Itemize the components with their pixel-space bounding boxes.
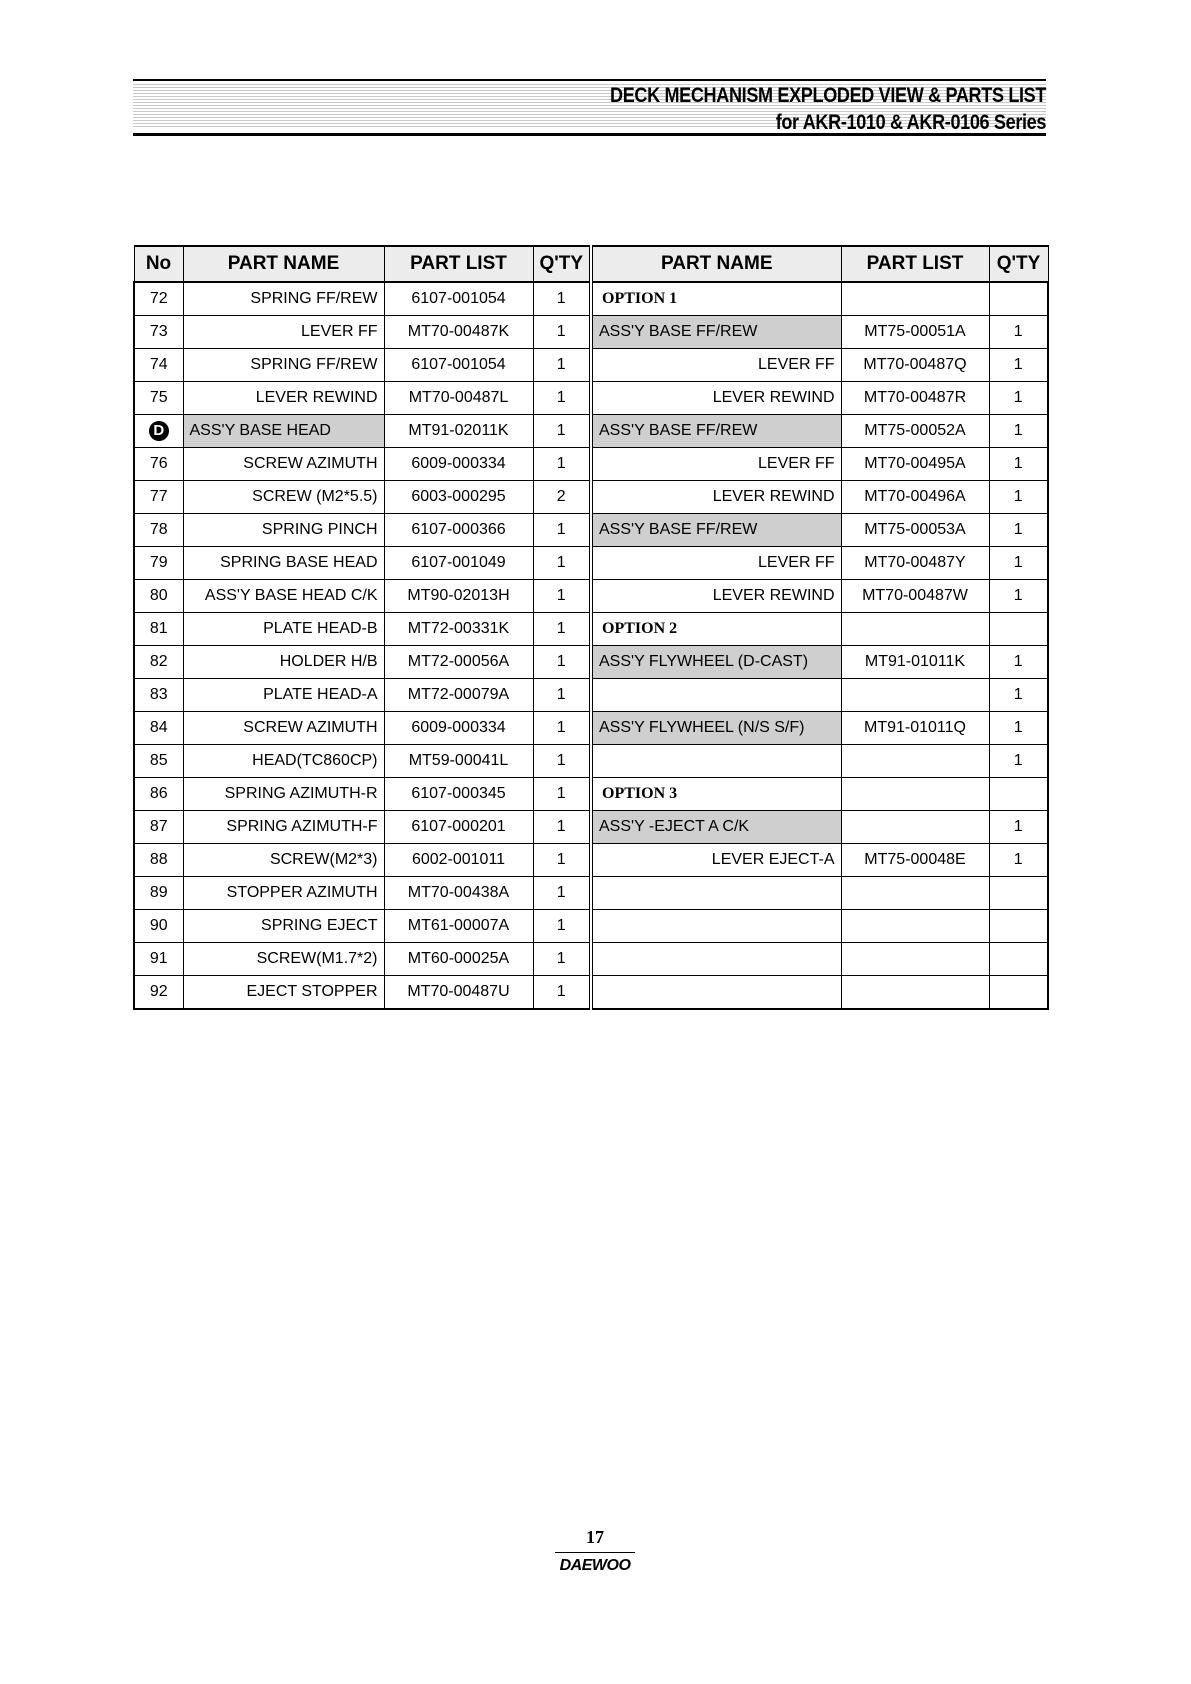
assembly-marker-icon: D	[149, 421, 169, 441]
cell-qty: 1	[533, 646, 591, 679]
cell-part-name-right: ASS'Y BASE FF/REW	[591, 514, 841, 547]
page-number: 17	[586, 1527, 604, 1547]
cell-part-name: PLATE HEAD-A	[183, 679, 384, 712]
cell-part-list-right	[841, 613, 989, 646]
cell-qty-right: 1	[989, 481, 1048, 514]
cell-qty: 1	[533, 877, 591, 910]
cell-part-name: SCREW (M2*5.5)	[183, 481, 384, 514]
cell-qty: 1	[533, 778, 591, 811]
cell-qty-right: 1	[989, 712, 1048, 745]
cell-no: 91	[134, 943, 183, 976]
cell-part-list: 6003-000295	[384, 481, 533, 514]
cell-part-list-right: MT70-00487W	[841, 580, 989, 613]
cell-part-list: 6009-000334	[384, 712, 533, 745]
table-row	[134, 976, 1048, 1010]
cell-part-list-right: MT70-00487R	[841, 382, 989, 415]
cell-part-name: SCREW AZIMUTH	[183, 712, 384, 745]
cell-part-list-right	[841, 778, 989, 811]
cell-part-list: MT70-00487L	[384, 382, 533, 415]
cell-no	[134, 415, 183, 448]
cell-qty: 1	[533, 910, 591, 943]
cell-qty: 1	[533, 382, 591, 415]
cell-no: 87	[134, 811, 183, 844]
parts-table	[133, 245, 1049, 1010]
cell-part-list: 6009-000334	[384, 448, 533, 481]
cell-qty: 1	[533, 943, 591, 976]
cell-no: 84	[134, 712, 183, 745]
parts-table-body	[134, 282, 1048, 1009]
cell-no: 77	[134, 481, 183, 514]
table-row	[134, 415, 1048, 448]
cell-part-list-right	[841, 877, 989, 910]
cell-no: 80	[134, 580, 183, 613]
cell-part-name-right: LEVER REWIND	[591, 382, 841, 415]
cell-part-name-right: LEVER REWIND	[591, 481, 841, 514]
cell-qty-right	[989, 282, 1048, 316]
cell-qty-right	[989, 778, 1048, 811]
cell-part-list: MT70-00438A	[384, 877, 533, 910]
cell-part-name: SCREW(M2*3)	[183, 844, 384, 877]
cell-part-list: MT72-00331K	[384, 613, 533, 646]
cell-part-list: MT70-00487U	[384, 976, 533, 1010]
cell-option-label: OPTION 1	[591, 282, 841, 316]
cell-part-list-right	[841, 811, 989, 844]
cell-part-list: MT72-00056A	[384, 646, 533, 679]
cell-qty: 1	[533, 316, 591, 349]
cell-part-name-right: LEVER REWIND	[591, 580, 841, 613]
cell-qty: 1	[533, 844, 591, 877]
cell-part-list-right: MT75-00051A	[841, 316, 989, 349]
cell-qty-right: 1	[989, 448, 1048, 481]
cell-qty: 1	[533, 282, 591, 316]
cell-part-list: MT91-02011K	[384, 415, 533, 448]
cell-part-name: LEVER FF	[183, 316, 384, 349]
table-row	[134, 679, 1048, 712]
cell-qty-right	[989, 910, 1048, 943]
cell-qty: 1	[533, 811, 591, 844]
cell-part-name-right	[591, 910, 841, 943]
cell-part-list-right: MT75-00052A	[841, 415, 989, 448]
table-row	[134, 448, 1048, 481]
cell-part-name: SPRING EJECT	[183, 910, 384, 943]
cell-qty: 1	[533, 712, 591, 745]
cell-no: 88	[134, 844, 183, 877]
cell-part-name-right: ASS'Y -EJECT A C/K	[591, 811, 841, 844]
table-row	[134, 382, 1048, 415]
header-qty: Q'TY	[533, 246, 591, 282]
cell-no: 72	[134, 282, 183, 316]
cell-qty: 1	[533, 745, 591, 778]
cell-part-list-right	[841, 745, 989, 778]
table-row	[134, 745, 1048, 778]
cell-part-list: 6002-001011	[384, 844, 533, 877]
cell-part-name: HOLDER H/B	[183, 646, 384, 679]
cell-part-list: MT61-00007A	[384, 910, 533, 943]
cell-part-list-right: MT70-00495A	[841, 448, 989, 481]
cell-part-list: 6107-000201	[384, 811, 533, 844]
header-qty-right: Q'TY	[989, 246, 1048, 282]
cell-part-name: SCREW(M1.7*2)	[183, 943, 384, 976]
table-row	[134, 910, 1048, 943]
cell-part-name: ASS'Y BASE HEAD C/K	[183, 580, 384, 613]
cell-qty-right	[989, 976, 1048, 1010]
cell-no: 76	[134, 448, 183, 481]
cell-part-list: 6107-000366	[384, 514, 533, 547]
cell-part-list-right: MT70-00487Y	[841, 547, 989, 580]
table-row	[134, 712, 1048, 745]
cell-part-name-right: ASS'Y FLYWHEEL (N/S S/F)	[591, 712, 841, 745]
table-row	[134, 282, 1048, 316]
cell-part-name: SPRING PINCH	[183, 514, 384, 547]
table-row	[134, 481, 1048, 514]
cell-part-name-right	[591, 943, 841, 976]
cell-part-list: 6107-001049	[384, 547, 533, 580]
cell-option-label: OPTION 3	[591, 778, 841, 811]
cell-part-list-right	[841, 943, 989, 976]
cell-qty-right: 1	[989, 844, 1048, 877]
cell-no: 78	[134, 514, 183, 547]
cell-part-list-right: MT70-00487Q	[841, 349, 989, 382]
table-row	[134, 316, 1048, 349]
table-row	[134, 943, 1048, 976]
cell-no: 73	[134, 316, 183, 349]
header-part-list: PART LIST	[384, 246, 533, 282]
cell-part-name-right: LEVER FF	[591, 349, 841, 382]
table-row	[134, 580, 1048, 613]
cell-part-name: SPRING FF/REW	[183, 282, 384, 316]
cell-part-list: MT72-00079A	[384, 679, 533, 712]
cell-part-name: ASS'Y BASE HEAD	[183, 415, 384, 448]
table-row	[134, 877, 1048, 910]
cell-qty: 1	[533, 613, 591, 646]
cell-part-name: LEVER REWIND	[183, 382, 384, 415]
cell-part-list: 6107-001054	[384, 349, 533, 382]
cell-no: 82	[134, 646, 183, 679]
cell-part-name: PLATE HEAD-B	[183, 613, 384, 646]
cell-qty-right: 1	[989, 349, 1048, 382]
cell-qty-right	[989, 943, 1048, 976]
cell-no: 86	[134, 778, 183, 811]
cell-part-name-right	[591, 679, 841, 712]
cell-part-name-right: ASS'Y BASE FF/REW	[591, 415, 841, 448]
table-row	[134, 547, 1048, 580]
cell-part-list: MT70-00487K	[384, 316, 533, 349]
cell-part-name: SPRING AZIMUTH-F	[183, 811, 384, 844]
cell-part-list-right: MT75-00048E	[841, 844, 989, 877]
cell-no: 92	[134, 976, 183, 1010]
cell-qty-right: 1	[989, 382, 1048, 415]
cell-no: 79	[134, 547, 183, 580]
cell-part-list: MT60-00025A	[384, 943, 533, 976]
cell-no: 85	[134, 745, 183, 778]
cell-qty: 1	[533, 448, 591, 481]
cell-part-name-right: ASS'Y FLYWHEEL (D-CAST)	[591, 646, 841, 679]
cell-part-name-right: ASS'Y BASE FF/REW	[591, 316, 841, 349]
cell-part-name: SPRING FF/REW	[183, 349, 384, 382]
header-part-list-right: PART LIST	[841, 246, 989, 282]
cell-part-name: SPRING AZIMUTH-R	[183, 778, 384, 811]
header-no: No	[134, 246, 183, 282]
cell-part-name-right: LEVER FF	[591, 448, 841, 481]
header-rule-top	[133, 79, 1046, 81]
cell-no: 75	[134, 382, 183, 415]
cell-qty-right: 1	[989, 415, 1048, 448]
brand-logo: DAEWOO	[559, 1557, 631, 1574]
cell-part-list-right	[841, 976, 989, 1010]
page-title	[610, 82, 1046, 136]
cell-part-name-right	[591, 976, 841, 1010]
cell-part-list: MT59-00041L	[384, 745, 533, 778]
table-row	[134, 349, 1048, 382]
cell-qty: 1	[533, 514, 591, 547]
cell-part-name: STOPPER AZIMUTH	[183, 877, 384, 910]
cell-qty: 1	[533, 580, 591, 613]
cell-no: 74	[134, 349, 183, 382]
table-row	[134, 514, 1048, 547]
cell-no: 81	[134, 613, 183, 646]
cell-part-list-right: MT91-01011Q	[841, 712, 989, 745]
cell-qty-right: 1	[989, 646, 1048, 679]
cell-qty-right	[989, 613, 1048, 646]
cell-no: 89	[134, 877, 183, 910]
cell-qty: 1	[533, 349, 591, 382]
table-row	[134, 646, 1048, 679]
cell-part-name: EJECT STOPPER	[183, 976, 384, 1010]
cell-part-name-right: LEVER FF	[591, 547, 841, 580]
cell-part-name-right: LEVER EJECT-A	[591, 844, 841, 877]
title-line-2: for AKR-1010 & AKR-0106 Series	[775, 111, 1046, 134]
cell-qty-right: 1	[989, 547, 1048, 580]
cell-part-list-right	[841, 910, 989, 943]
cell-part-list: MT90-02013H	[384, 580, 533, 613]
cell-part-name-right	[591, 877, 841, 910]
header-part-name-right: PART NAME	[591, 246, 841, 282]
cell-qty: 1	[533, 976, 591, 1010]
cell-part-name-right	[591, 745, 841, 778]
cell-part-list: 6107-000345	[384, 778, 533, 811]
cell-qty-right: 1	[989, 316, 1048, 349]
cell-qty-right: 1	[989, 811, 1048, 844]
cell-qty-right: 1	[989, 514, 1048, 547]
cell-qty: 2	[533, 481, 591, 514]
table-row	[134, 613, 1048, 646]
table-header-row	[134, 246, 1048, 282]
table-row	[134, 778, 1048, 811]
cell-part-name: SPRING BASE HEAD	[183, 547, 384, 580]
header-part-name: PART NAME	[183, 246, 384, 282]
title-line-1: DECK MECHANISM EXPLODED VIEW & PARTS LIST	[609, 84, 1046, 107]
table-row	[134, 844, 1048, 877]
cell-qty: 1	[533, 679, 591, 712]
cell-option-label: OPTION 2	[591, 613, 841, 646]
cell-no: 83	[134, 679, 183, 712]
cell-part-name: HEAD(TC860CP)	[183, 745, 384, 778]
cell-part-list-right	[841, 679, 989, 712]
cell-part-list-right: MT70-00496A	[841, 481, 989, 514]
cell-qty-right: 1	[989, 679, 1048, 712]
cell-qty: 1	[533, 415, 591, 448]
table-row	[134, 811, 1048, 844]
cell-part-list: 6107-001054	[384, 282, 533, 316]
cell-part-name: SCREW AZIMUTH	[183, 448, 384, 481]
cell-part-list-right: MT91-01011K	[841, 646, 989, 679]
cell-qty-right	[989, 877, 1048, 910]
cell-qty-right: 1	[989, 580, 1048, 613]
page-number-rule	[555, 1552, 635, 1553]
cell-part-list-right	[841, 282, 989, 316]
cell-no: 90	[134, 910, 183, 943]
cell-qty: 1	[533, 547, 591, 580]
cell-qty-right: 1	[989, 745, 1048, 778]
cell-part-list-right: MT75-00053A	[841, 514, 989, 547]
